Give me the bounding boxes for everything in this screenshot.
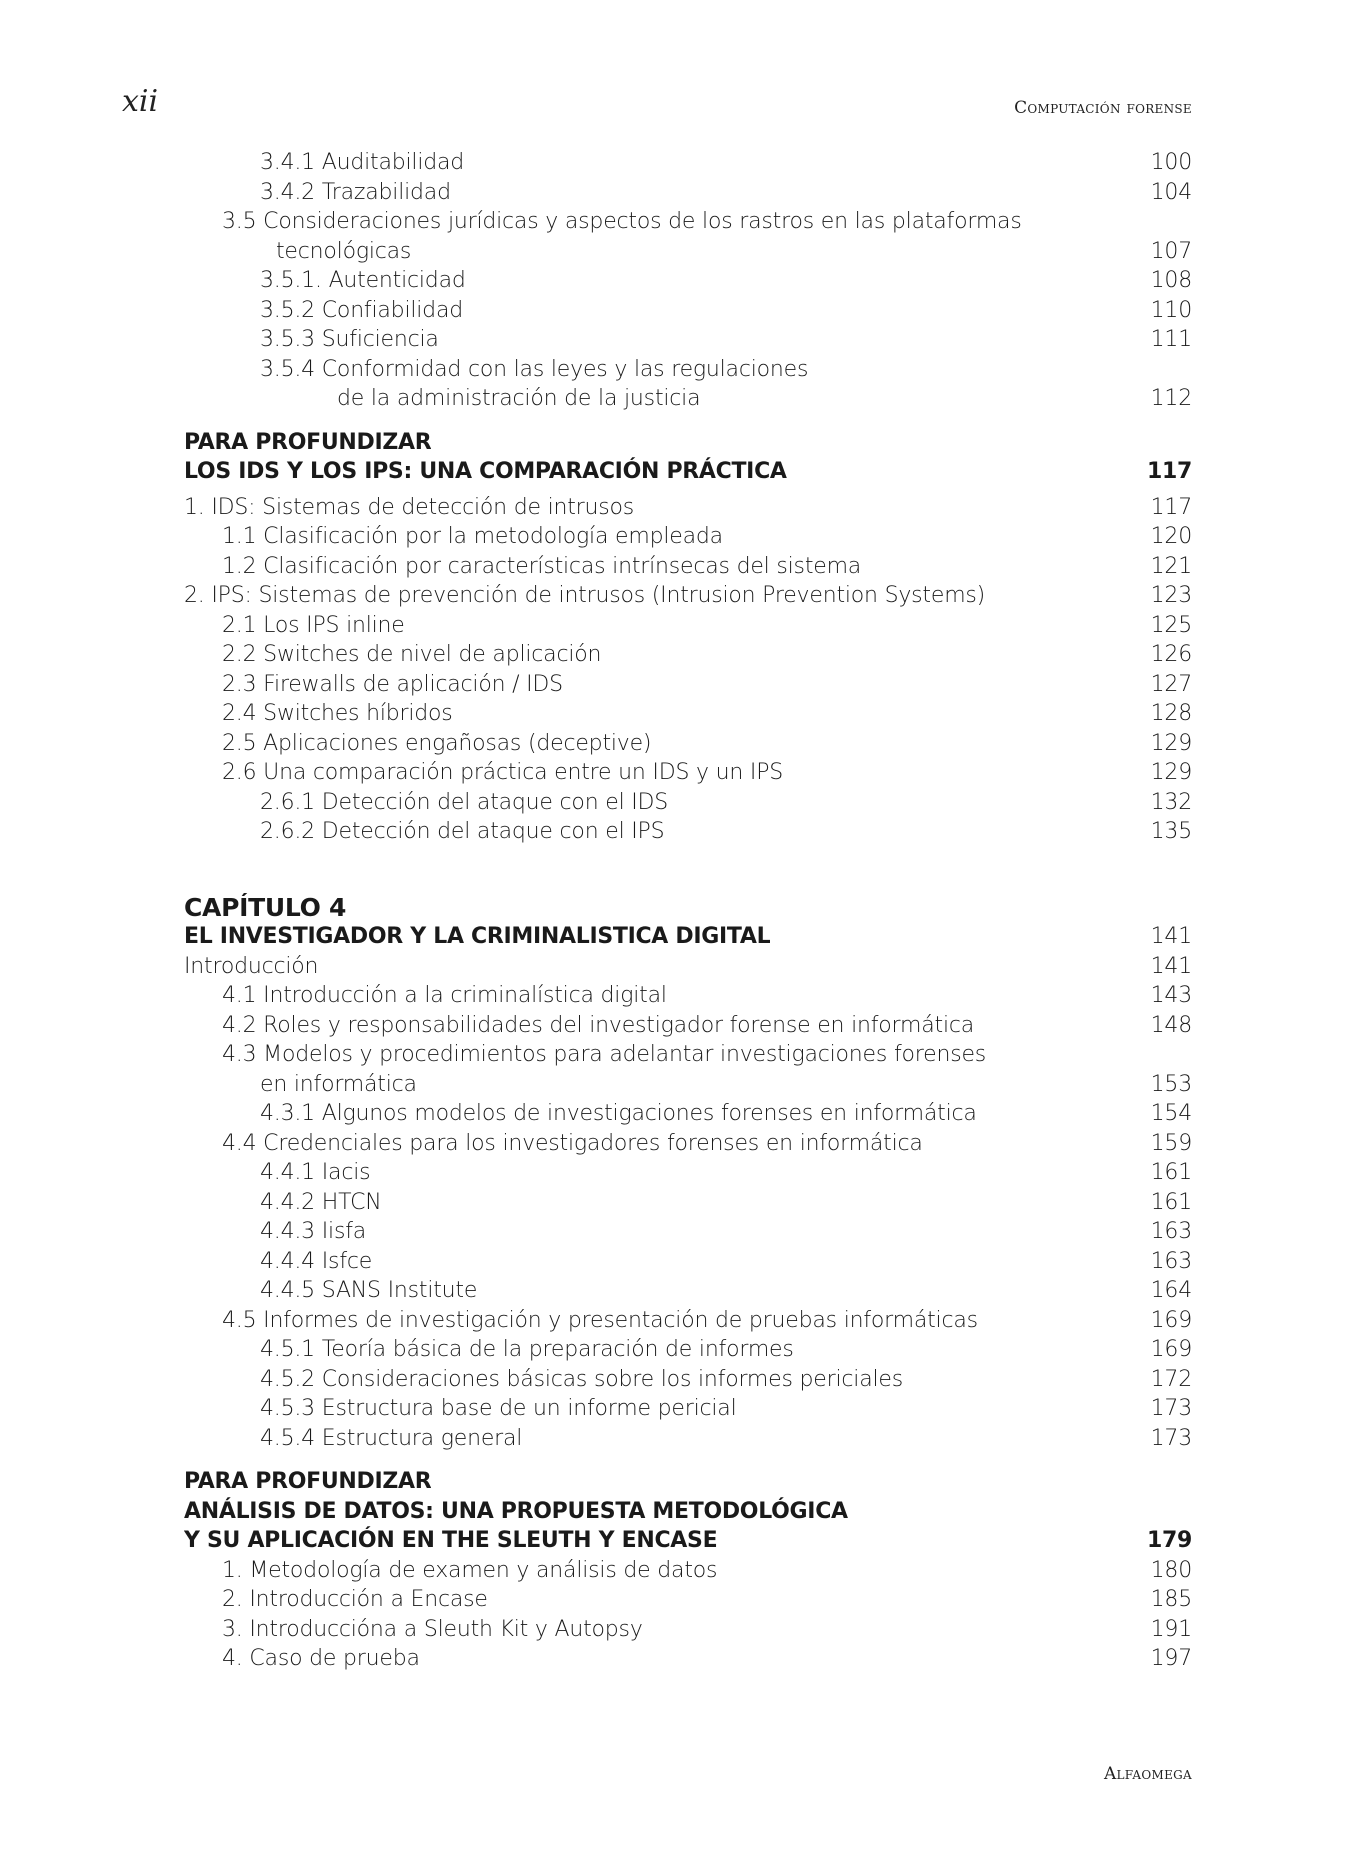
toc-entry [184, 1011, 1192, 1041]
toc-entry [184, 1276, 1192, 1306]
toc-entry [184, 355, 1192, 385]
toc-entry-page: 173 [1150, 1396, 1192, 1421]
toc-entry-text: 2.3 Firewalls de aplicación / IDS [222, 671, 563, 697]
toc-entry [184, 670, 1192, 700]
toc-entry-text: 3.5.2 Confiabilidad [260, 297, 463, 323]
toc-entry-page: 132 [1150, 789, 1192, 815]
toc-entry-text: 4.4.4 Isfce [260, 1248, 373, 1274]
toc-entry [184, 1556, 1192, 1586]
toc-entry-text: 1. Metodología de examen y análisis de datos [222, 1557, 718, 1583]
page-number: xii [122, 84, 159, 119]
toc-entry-text: 4. Caso de prueba [222, 1646, 420, 1671]
section-title [184, 1526, 1192, 1556]
toc-entry-text: 3.5.4 Conformidad con las leyes y las regulaciones [260, 356, 809, 382]
toc-entry-text: 4.1 Introducción a la criminalística digital [222, 983, 667, 1008]
toc-entry [184, 1188, 1192, 1218]
footer-publisher: Alfaomega [1103, 1764, 1192, 1784]
toc-entry [184, 1365, 1192, 1395]
toc-entry-page: 128 [1150, 701, 1192, 726]
toc-entry [184, 1040, 1192, 1070]
toc-entry-text: 3.4.2 Trazabilidad [260, 179, 451, 205]
toc-entry-page: 197 [1150, 1646, 1192, 1671]
chapter-title [184, 922, 1192, 952]
chapter-label [184, 893, 1192, 923]
toc-entry-text: Introducción [184, 953, 319, 979]
toc-entry [184, 552, 1192, 582]
chapter-title-text: EL INVESTIGADOR Y LA CRIMINALISTICA DIGITAL [184, 924, 771, 949]
toc-entry [184, 325, 1192, 355]
toc-entry [184, 699, 1192, 729]
toc-entry [184, 1217, 1192, 1247]
toc-entry-page: 159 [1150, 1130, 1192, 1156]
section-label-text: PARA PROFUNDIZAR [184, 1469, 432, 1494]
chapter-title-page: 141 [1150, 924, 1192, 949]
toc-entry [184, 640, 1192, 670]
toc-entry-text: 3.5 Consideraciones jurídicas y aspectos de los rastros en las plataformas [222, 209, 1022, 234]
toc-entry [184, 1335, 1192, 1365]
toc-entry-text: 4.5.4 Estructura general [260, 1425, 523, 1451]
toc-entry-text: 4.4.5 SANS Institute [260, 1278, 478, 1303]
toc-entry-page: 172 [1150, 1366, 1192, 1392]
toc-entry [184, 1099, 1192, 1129]
toc-entry [184, 729, 1192, 759]
toc-entry-text: 3. Introducciónа a Sleuth Kit y Autopsy [222, 1616, 643, 1642]
chapter-label-text: CAPÍTULO 4 [184, 892, 347, 922]
toc-entry-page: 121 [1150, 553, 1192, 579]
toc-entry [184, 296, 1192, 326]
toc-entry [184, 1615, 1192, 1645]
toc-entry [184, 981, 1192, 1011]
toc-entry-page: 123 [1150, 583, 1192, 608]
toc-entry-page: 126 [1150, 642, 1192, 667]
toc-entry-page: 148 [1150, 1012, 1192, 1038]
toc-entry [184, 493, 1192, 523]
toc-entry [184, 611, 1192, 641]
toc-entry-page: 191 [1150, 1616, 1192, 1642]
toc-entry [184, 1394, 1192, 1424]
toc-entry-text: 4.2 Roles y responsabilidades del investigador forense en informática [222, 1012, 975, 1038]
toc-entry-text: 1.1 Clasificación por la metodología empleada [222, 524, 723, 549]
toc-entry-page: 180 [1150, 1557, 1192, 1583]
toc-entry [184, 207, 1192, 237]
section-title-page: 117 [1146, 459, 1192, 484]
toc-entry [184, 1158, 1192, 1188]
toc-entry-page: 125 [1150, 612, 1192, 638]
toc-entry [184, 1247, 1192, 1277]
toc-entry [184, 758, 1192, 788]
toc-entry-text: 4.5.3 Estructura base de un informe pericial [260, 1396, 737, 1421]
toc-entry-page: 161 [1150, 1189, 1192, 1215]
toc-entry-page: 154 [1150, 1101, 1192, 1126]
toc-entry-page: 117 [1150, 494, 1192, 520]
toc-entry-text: 4.3.1 Algunos modelos de investigaciones forenses en informática [260, 1101, 977, 1126]
toc-entry-page: 169 [1150, 1307, 1192, 1333]
toc-entry-text: 1. IDS: Sistemas de detección de intrusos [184, 494, 635, 520]
section-label-text: PARA PROFUNDIZAR [184, 429, 432, 455]
toc-entry-page: 100 [1150, 150, 1192, 175]
toc-entry-page: 111 [1150, 327, 1192, 352]
toc-entry-page: 129 [1150, 730, 1192, 756]
section-title-text: Y SU APLICACIÓN EN THE SLEUTH Y ENCASE [184, 1528, 718, 1553]
toc-entry-page: 143 [1150, 983, 1192, 1008]
toc-entry-text: 4.3 Modelos y procedimientos para adelantar investigaciones forenses [222, 1042, 987, 1067]
toc-entry-page: 169 [1150, 1337, 1192, 1362]
toc-entry-text: 4.5.2 Consideraciones básicas sobre los informes periciales [260, 1366, 903, 1392]
section-label [184, 428, 1192, 458]
toc-entry-text: en informática [260, 1071, 417, 1097]
toc-entry-page: 185 [1150, 1587, 1192, 1612]
toc-entry-text: 3.4.1 Auditabilidad [260, 150, 465, 175]
section-title [184, 1497, 1192, 1527]
toc-entry-text: 4.4.2 HTCN [260, 1189, 382, 1215]
toc-entry-text: 4.4.3 Iisfa [260, 1219, 367, 1244]
toc-entry-text: 1.2 Clasificación por características intrínsecas del sistema [222, 553, 862, 579]
toc-entry-page: 107 [1150, 238, 1192, 264]
toc-entry-page: 110 [1150, 297, 1192, 323]
toc-entry-page: 164 [1150, 1278, 1192, 1303]
toc-entry [184, 148, 1192, 178]
toc-entry-text: 4.5.1 Teoría básica de la preparación de informes [260, 1337, 794, 1362]
toc-entry [184, 1129, 1192, 1159]
toc-entry-text: 4.4 Credenciales para los investigadores forenses en informática [222, 1130, 923, 1156]
table-of-contents [184, 148, 1192, 1674]
toc-entry [184, 266, 1192, 296]
toc-entry-text: 2.6 Una comparación práctica entre un IDS y un IPS [222, 760, 784, 785]
toc-entry-text: 2.5 Aplicaciones engañosas (deceptive) [222, 730, 652, 756]
toc-entry [184, 237, 1192, 267]
toc-entry-text: 3.5.1. Autenticidad [260, 268, 466, 293]
section-title [184, 457, 1192, 487]
running-head: Computación forense [1014, 98, 1192, 118]
toc-entry [184, 1585, 1192, 1615]
toc-entry [184, 1306, 1192, 1336]
toc-entry-page: 163 [1150, 1219, 1192, 1244]
toc-entry-text: 4.5 Informes de investigación y presentación de pruebas informáticas [222, 1307, 978, 1333]
toc-entry-text: 3.5.3 Suficiencia [260, 327, 439, 352]
toc-entry [184, 1070, 1192, 1100]
toc-entry [184, 817, 1192, 847]
toc-entry-page: 120 [1150, 524, 1192, 549]
toc-entry [184, 788, 1192, 818]
toc-entry-page: 153 [1150, 1071, 1192, 1097]
toc-entry-page: 141 [1150, 953, 1192, 979]
toc-entry-text: tecnológicas [276, 238, 412, 264]
toc-entry-text: 2. Introducción a Encase [222, 1587, 488, 1612]
toc-entry-text: de la administración de la justicia [337, 386, 701, 411]
toc-entry-text: 2.2 Switches de nivel de aplicación [222, 642, 602, 667]
toc-entry-page: 108 [1150, 268, 1192, 293]
section-title-text: ANÁLISIS DE DATOS: UNA PROPUESTA METODOLÓGICA [184, 1498, 848, 1524]
section-title-page: 179 [1146, 1528, 1192, 1553]
toc-entry-text: 4.4.1 Iacis [260, 1160, 371, 1185]
toc-entry-text: 2. IPS: Sistemas de prevención de intrusos (Intrusion Prevention Systems) [184, 583, 986, 608]
toc-entry-text: 2.6.1 Detección del ataque con el IDS [260, 789, 669, 815]
toc-entry-page: 135 [1150, 819, 1192, 844]
toc-entry [184, 522, 1192, 552]
toc-entry-page: 127 [1150, 671, 1192, 697]
toc-entry [184, 384, 1192, 414]
toc-entry [184, 178, 1192, 208]
section-label [184, 1467, 1192, 1497]
toc-entry-text: 2.6.2 Detección del ataque con el IPS [260, 819, 665, 844]
toc-entry [184, 1424, 1192, 1454]
toc-entry-page: 104 [1150, 179, 1192, 205]
toc-entry [184, 1644, 1192, 1674]
toc-entry-page: 173 [1150, 1425, 1192, 1451]
toc-entry-text: 2.1 Los IPS inline [222, 612, 405, 638]
toc-entry-page: 129 [1150, 760, 1192, 785]
toc-entry-page: 161 [1150, 1160, 1192, 1185]
toc-entry-text: 2.4 Switches híbridos [222, 701, 453, 726]
toc-entry-page: 112 [1150, 386, 1192, 411]
section-title-text: LOS IDS Y LOS IPS: UNA COMPARACIÓN PRÁCTICA [184, 459, 787, 484]
toc-entry-page: 163 [1150, 1248, 1192, 1274]
toc-entry [184, 952, 1192, 982]
toc-entry [184, 581, 1192, 611]
